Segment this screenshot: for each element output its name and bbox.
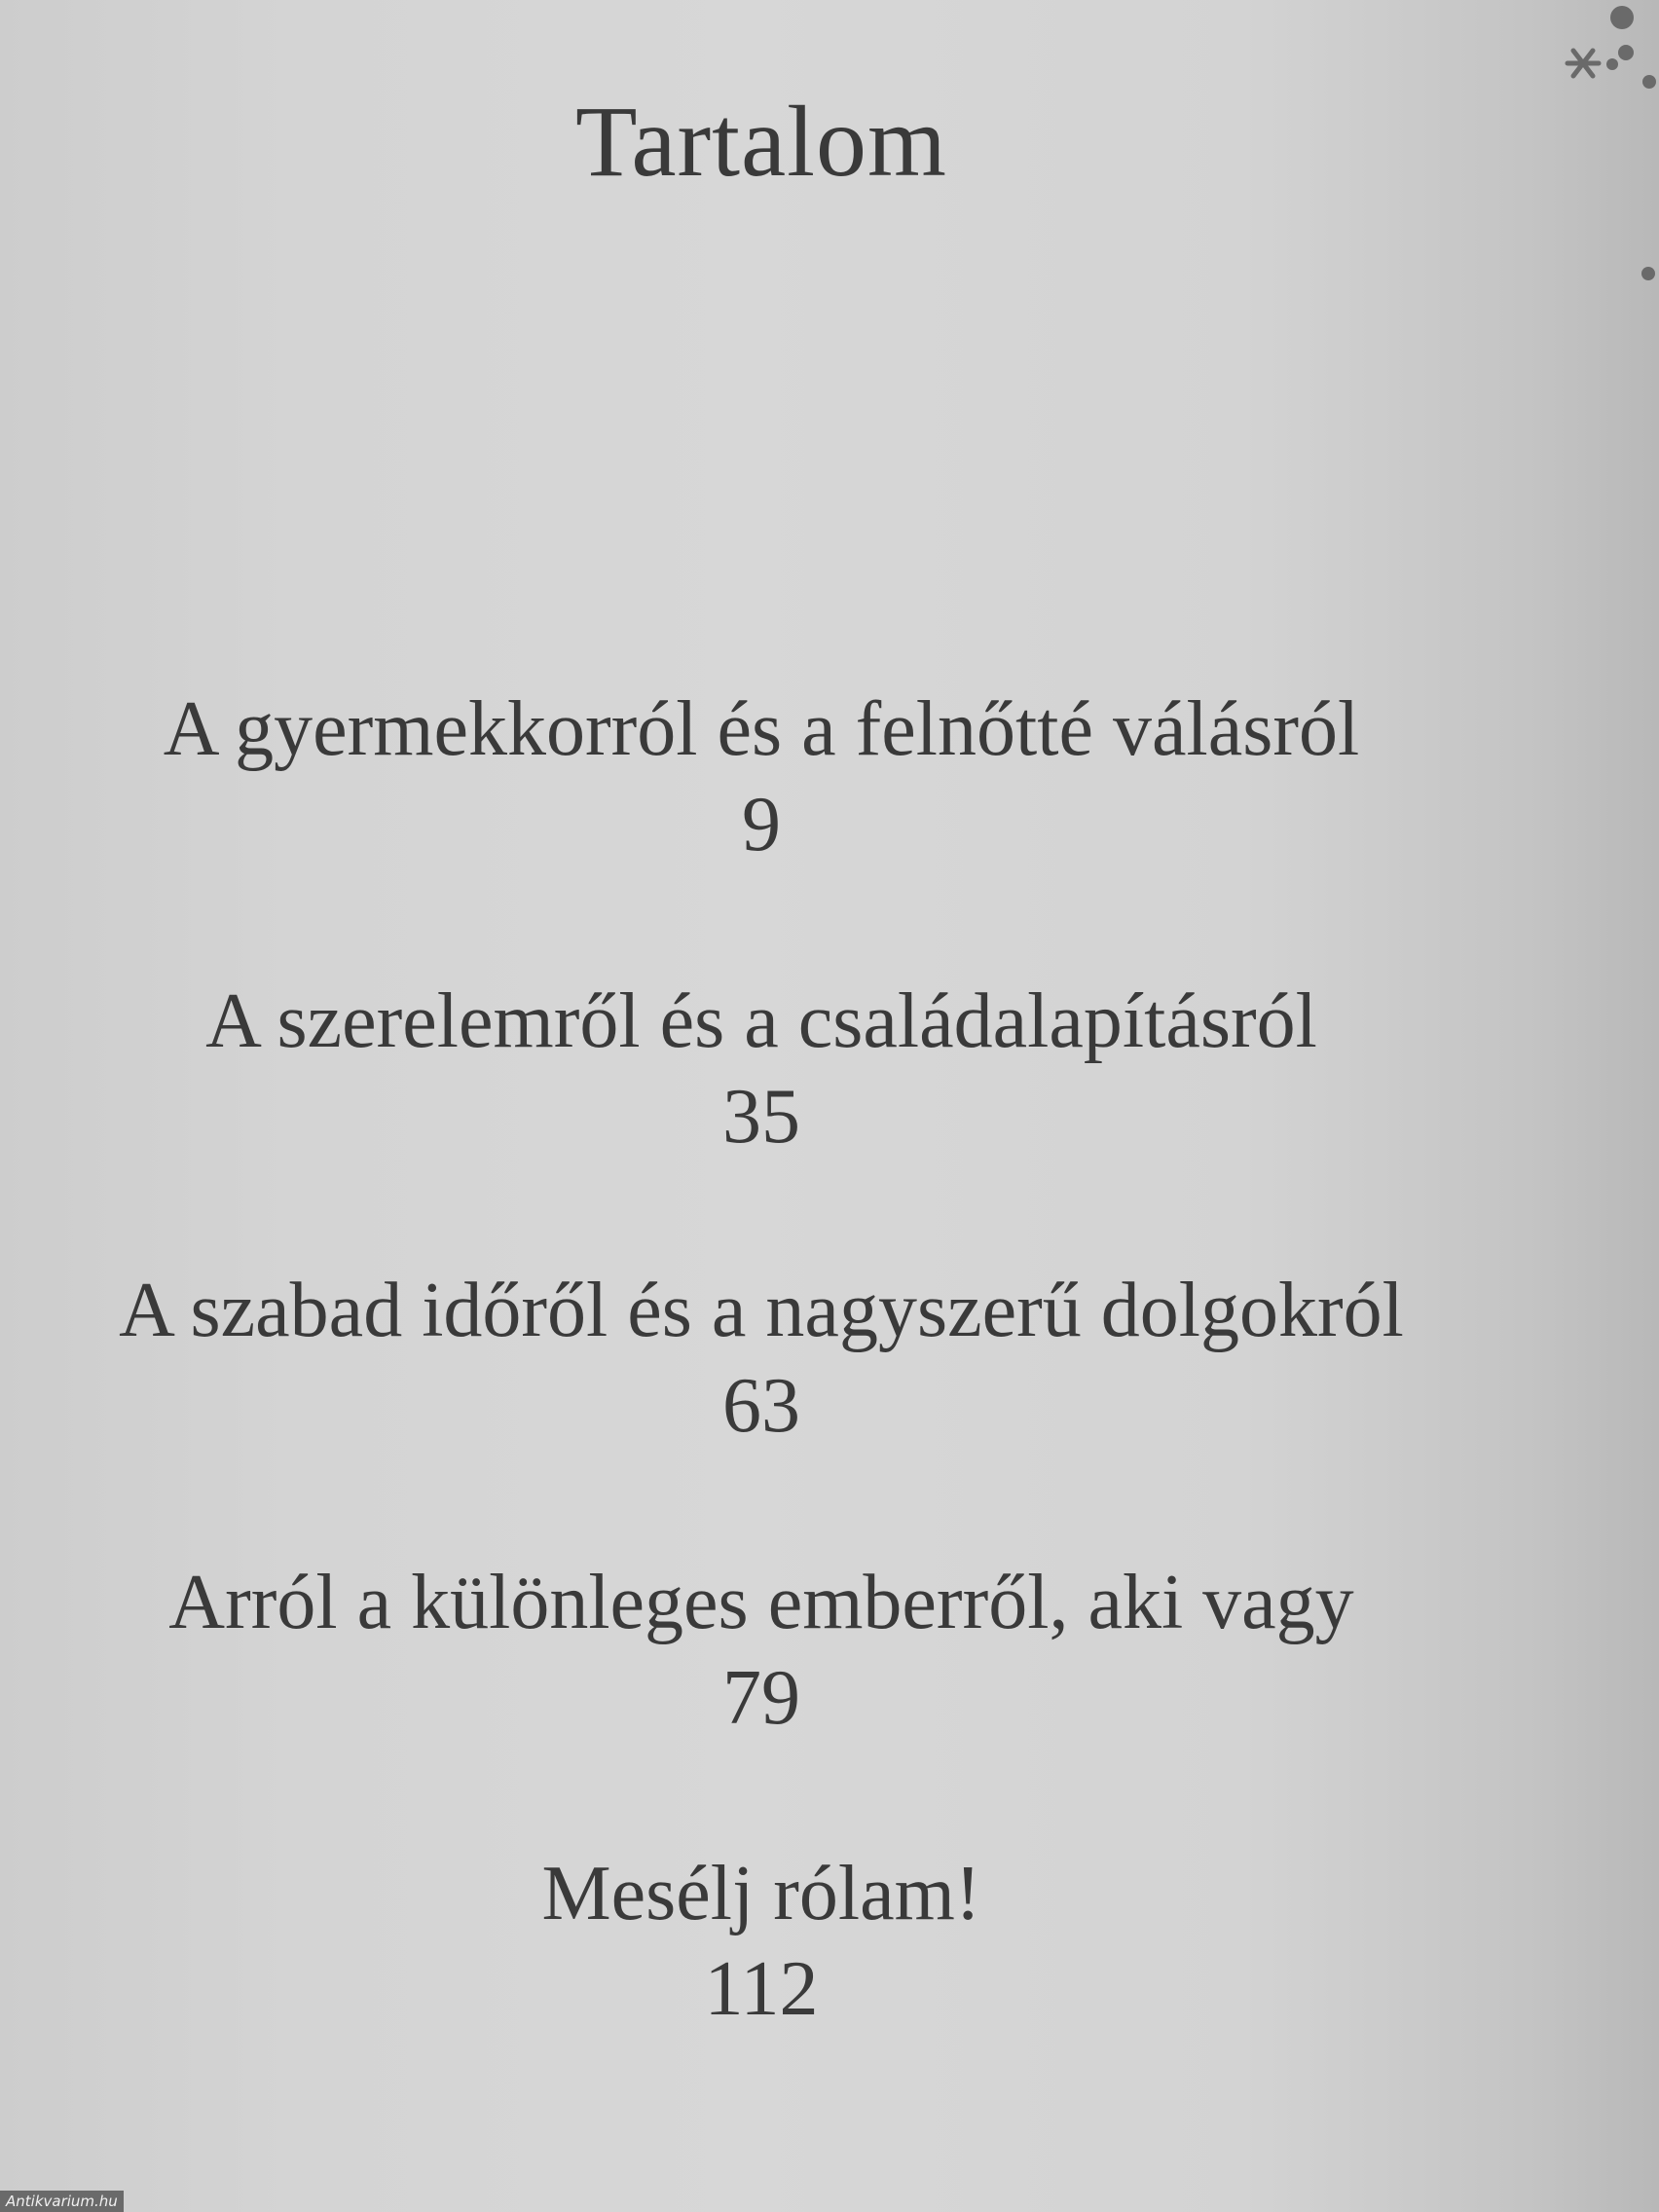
dot-icon: [1641, 267, 1655, 280]
toc-entry-heading: A szerelemről és a családalapításról: [205, 978, 1317, 1064]
toc-entry-heading: Mesélj rólam!: [541, 1851, 981, 1936]
page-title: Tartalom: [575, 86, 947, 198]
toc-entry-page-number: 63: [722, 1363, 800, 1449]
asterisk-icon: [1567, 51, 1599, 76]
toc-entry-heading: A gyermekkorról és a felnőtté válásról: [163, 686, 1360, 772]
watermark: Antikvarium.hu: [0, 2191, 124, 2212]
dot-icon: [1618, 45, 1634, 60]
dot-icon: [1606, 58, 1618, 70]
toc-entry: [0, 682, 1523, 872]
dot-icon: [1642, 75, 1656, 89]
toc-entry-heading: A szabad időről és a nagyszerű dolgokról: [119, 1268, 1404, 1353]
toc-entry-heading: Arról a különleges emberről, aki vagy: [168, 1560, 1354, 1645]
toc-entry-page-number: 9: [742, 782, 781, 867]
toc-entry: [0, 1555, 1523, 1746]
toc-entry: [0, 1263, 1523, 1454]
toc-entry-page-number: 79: [722, 1655, 800, 1741]
toc-entry: [0, 974, 1523, 1164]
toc-entry-page-number: 35: [722, 1074, 800, 1160]
toc-entry: [0, 1846, 1523, 2037]
star-dots-ornament-icon: [1542, 0, 1659, 312]
toc-entry-page-number: 112: [704, 1946, 819, 2032]
dot-icon: [1610, 6, 1634, 29]
